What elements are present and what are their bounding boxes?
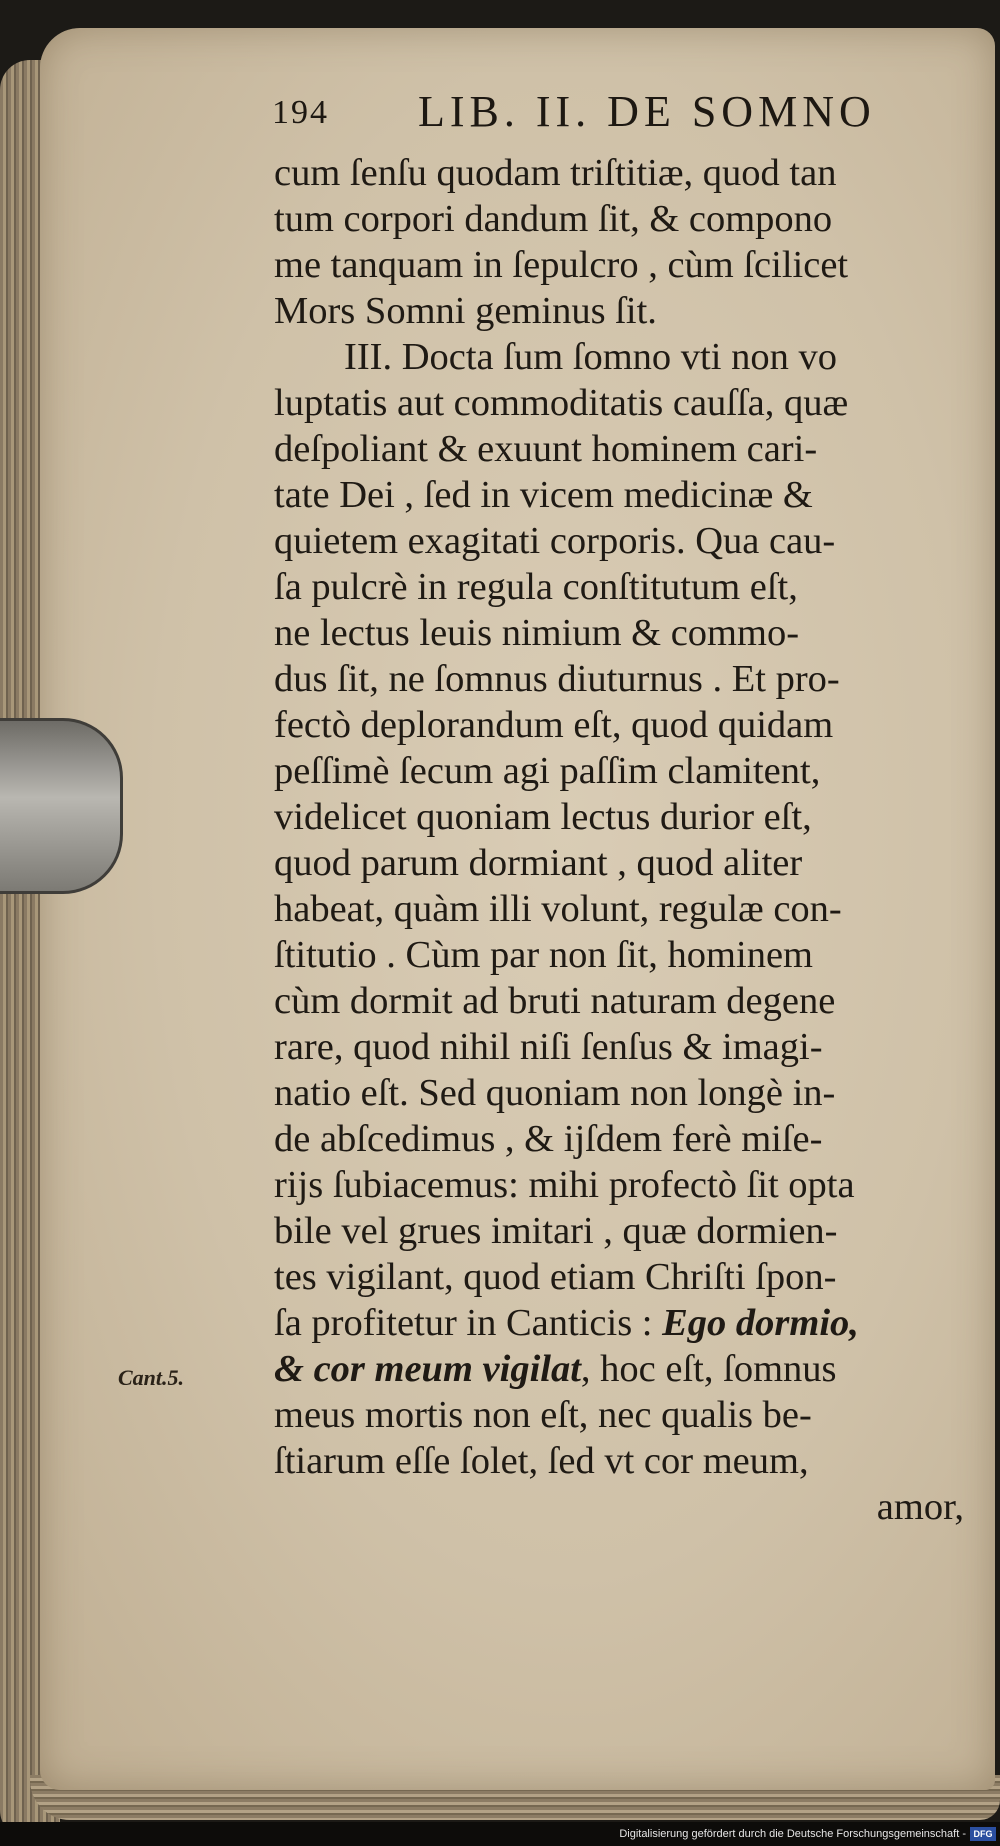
text-line: dus ſit, ne ſomnus diuturnus . Et pro- [274,658,840,700]
text-line: rijs ſubiacemus: mihi profectò ſit opta [274,1164,855,1206]
footer-credit: Digitalisierung gefördert durch die Deutsche Forschungsgemeinschaft - [619,1828,966,1840]
margin-note: Cant.5. [118,1365,185,1390]
text-line: tate Dei , ſed in vicem medicinæ & [274,474,813,516]
text-line: Mors Somni geminus ſit. [274,290,657,332]
text-line: ſtitutio . Cùm par non ſit, hominem [274,934,813,976]
page-header [272,86,972,146]
text-line: III. Docta ſum ſomno vti non vo [344,336,837,378]
text-segment: , hoc eſt, ſomnus [580,1348,837,1390]
text-line: tes vigilant, quod etiam Chriſti ſpon- [274,1256,837,1298]
text-line [274,1300,964,1346]
text-line: tum corpori dandum ſit, & compono [274,198,833,240]
text-line: cùm dormit ad bruti naturam degene [274,980,836,1022]
catchword: amor, [876,1486,964,1528]
text-line: me tanquam in ſepulcro , cùm ſcilicet [274,244,849,286]
text-line: meus mortis non eſt, nec qualis be- [274,1394,812,1436]
text-line: luptatis aut commoditatis cauſſa, quæ [274,382,849,424]
text-line: de abſcedimus , & ijſdem ferè miſe- [274,1118,823,1160]
text-line: natio eſt. Sed quoniam non longè in- [274,1072,836,1114]
text-segment: ſa profitetur in Canticis : [274,1302,653,1344]
page-number: 194 [272,94,329,131]
running-title: LIB. II. DE SOMNO [418,87,876,136]
text-line: cum ſenſu quodam triſtitiæ, quod tan [274,152,837,194]
text-line: quod parum dormiant , quod aliter [274,842,803,884]
text-line: ſa pulcrè in regula conſtitutum eſt, [274,566,798,608]
text-line: peſſimè ſecum agi paſſim clamitent, [274,750,821,792]
text-line: habeat, quàm illi volunt, regulæ con- [274,888,842,930]
text-line: deſpoliant & exuunt hominem cari- [274,428,818,470]
text-line: ne lectus leuis nimium & commo- [274,612,800,654]
dfg-logo: DFG [970,1827,996,1841]
text-line: fectò deplorandum eſt, quod quidam [274,704,834,746]
text-line [274,1346,964,1392]
text-line: ſtiarum eſſe ſolet, ſed vt cor meum, [274,1440,809,1482]
text-line: videlicet quoniam lectus durior eſt, [274,796,812,838]
text-line: bile vel grues imitari , quæ dormien- [274,1210,838,1252]
italic-quote: Ego dormio, [662,1302,859,1344]
body-text [274,150,964,1530]
footer-bar [0,1822,1000,1846]
text-line: rare, quod nihil niſi ſenſus & imagi- [274,1026,823,1068]
italic-quote: & cor meum vigilat [274,1348,581,1390]
page-clip [0,718,123,894]
text-line: quietem exagitati corporis. Qua cau- [274,520,836,562]
